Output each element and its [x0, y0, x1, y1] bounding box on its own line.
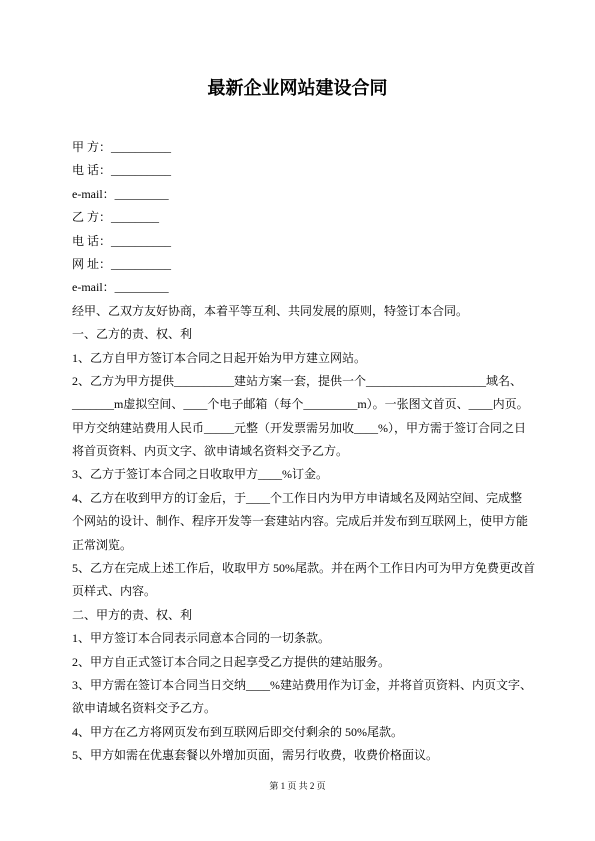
clause-2-1 [72, 627, 527, 650]
clause-line: 个网站的设计、制作、程序开发等一套建站内容。完成后并发布到互联网上，使甲方能 [72, 514, 529, 529]
clause-line: 正常浏览。 [72, 537, 133, 552]
clause-1-2 [72, 370, 527, 464]
party-b-field [72, 206, 527, 229]
section-1 [72, 323, 535, 604]
section-heading: 一、乙方的责、权、利 [72, 327, 193, 342]
clause-1-4 [72, 487, 527, 557]
field-label: 电 话： [72, 233, 112, 248]
field-blank: __________ [111, 233, 172, 248]
document-body [72, 136, 535, 768]
clause-line: 1、甲方签订本合同表示同意本合同的一切条款。 [72, 631, 331, 646]
clause-line: 4、乙方在收到甲方的订金后，于____个工作日内为甲方申请域名及网站空间、完成整 [72, 490, 523, 505]
clause-2-3 [72, 674, 532, 721]
party-a-email-field [72, 183, 527, 206]
document-title: 最新企业网站建设合同 [207, 78, 388, 98]
clause-1-5 [72, 557, 535, 604]
section-heading: 二、甲方的责、权、利 [72, 607, 193, 622]
page-number-footer: 第 1 页 共 2 页 [269, 781, 326, 791]
clause-2-4 [72, 721, 527, 744]
clause-line: 5、乙方在完成上述工作后，收取甲方 50%尾款。并在两个工作日内可为甲方免费更改首 [72, 561, 535, 576]
intro-paragraph: 经甲、乙双方友好协商，本着平等互利、共同发展的原则，特签订本合同。 [72, 303, 469, 318]
clause-line: 5、甲方如需在优惠套餐以外增加页面，需另行收费，收费价格面议。 [72, 748, 439, 763]
party-b-phone-field [72, 230, 527, 253]
field-blank: __________ [111, 256, 172, 271]
field-label: 乙 方： [72, 210, 112, 225]
clause-line: 2、乙方为甲方提供__________建站方案一套，提供一个____________________域名、 [72, 373, 523, 388]
clause-line: 页样式、内容。 [72, 584, 157, 599]
clause-2-5 [72, 744, 527, 767]
section-2 [72, 604, 532, 768]
clause-line: _______m虚拟空间、____个电子邮箱（每个_________m）。一张图文首页、____内页。 [72, 397, 529, 412]
field-label: 甲 方： [72, 140, 112, 154]
field-label: e-mail： [72, 186, 115, 201]
field-blank: ________ [111, 210, 160, 225]
clause-1-1 [72, 347, 527, 370]
field-blank: __________ [111, 140, 172, 154]
party-a-phone-field [72, 159, 527, 182]
clause-2-2 [72, 651, 527, 674]
field-label: 电 话： [72, 163, 112, 178]
clause-line: 4、甲方在乙方将网页发布到互联网后即交付剩余的 50%尾款。 [72, 724, 403, 739]
clause-line: 欲申请域名资料交予乙方。 [72, 701, 217, 716]
field-blank: _________ [114, 280, 169, 295]
party-b-website-field [72, 253, 527, 276]
party-b-email-field [72, 276, 527, 299]
clause-line: 2、甲方自正式签订本合同之日起享受乙方提供的建站服务。 [72, 654, 391, 669]
clause-line: 甲方交纳建站费用人民币_____元整（开发票需另加收____%），甲方需于签订合同之日 [72, 420, 526, 435]
field-blank: __________ [111, 163, 172, 178]
clause-line: 1、乙方自甲方签订本合同之日起开始为甲方建立网站。 [72, 350, 367, 365]
field-label: e-mail： [72, 280, 115, 295]
field-blank: _________ [114, 186, 169, 201]
party-a-field [72, 136, 527, 159]
clause-1-3 [72, 463, 527, 486]
clause-line: 3、乙方于签订本合同之日收取甲方____%订金。 [72, 467, 328, 482]
clause-line: 3、甲方需在签订本合同当日交纳____%建站费用作为订金，并将首页资料、内页文字、 [72, 677, 532, 692]
clause-line: 将首页资料、内页文字、欲申请域名资料交予乙方。 [72, 444, 349, 459]
field-label: 网 址： [72, 256, 112, 271]
